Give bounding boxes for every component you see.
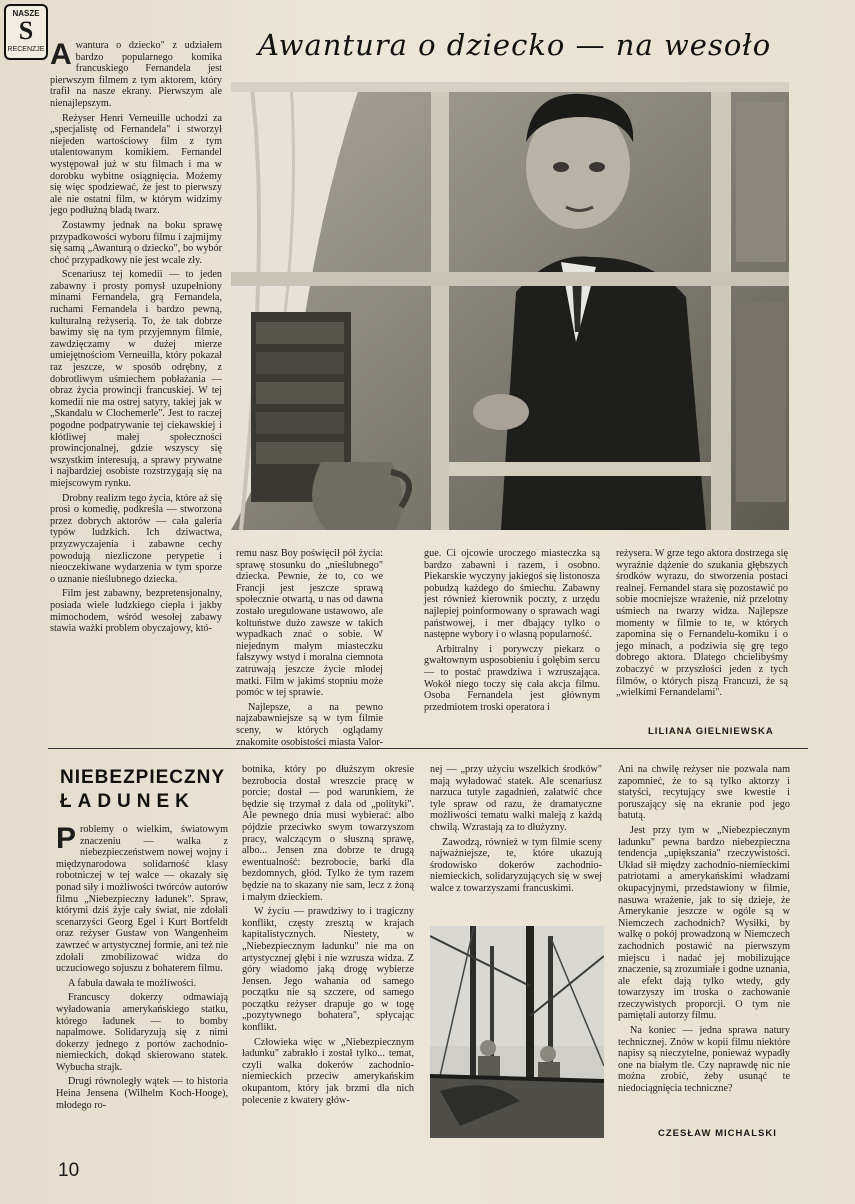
article1-paragraph: remu nasz Boy poświęcił pół życia: sprawę stosunku do „nieślubnego" dziecka. Pewnie, że to, co we Francji jest jeszcze sprawą społecznie otwartą, u nas od dawna zostało uregulowane ustawowo, ale koltuństwe dużo zawsze w takich wypadkach znać o sobie. W niejednym małym miasteczku fałszywy wstyd i moralna ciemnota zatruwają jeszcze życie młodej matki. Film w jakimś stopniu może pomóc w tej sprawie. <box>236 548 383 699</box>
article1-col3 <box>424 548 600 713</box>
article2-title-line1: NIEBEZPIECZNY <box>60 767 226 788</box>
article2-paragraph: A fabuła dawała te możliwości. <box>68 977 197 989</box>
article2-title-line2: ŁADUNEK <box>60 791 195 812</box>
article2-paragraph: Na koniec — jedna sprawa natury technicznej. Znów w kopii filmu niektóre napisy są nieczytelne, ponieważ wypadły one na białym tle. Czy naprawdę nic nie można zrobić, żeby usunąć te niedociągnięcia techniczne? <box>618 1025 790 1095</box>
ship-crane-photo <box>430 926 604 1138</box>
article1-paragraph: Reżyser Henri Verneuille uchodzi za „specjalistę od Fernandela" i stworzył niejeden wartościowy film z tym utalentowanym komikiem. Fernandel występował już w stu filmach i ma w dorobku wybitne osiągnięcia. Możemy się więc spodziewać, że jest to pierwszy ale nie ostatni film, w którym widzimy jego podłużną bladą twarz. <box>50 112 222 217</box>
logo-mid: S <box>18 16 34 45</box>
article2-col4 <box>618 764 790 1095</box>
article1-paragraph: Scenariusz tej komedii — to jeden zabawny i prosty pomysł uzupełniony minami Fernandela, grą Fernandela, ruchami Fernandela i bardzo pewną, kulturalną reżyserią. To, że tak dobrze bawimy się na tym przyjemnym filmie, zawdzięczamy w dużej mierze umiejętnościom Verneuilla, który pokazał raz jeszcze, w sposób odrębny, z dobrotliwym uśmiechem pobłażania — obraz życia prowincji francuskiej. W tej komedii nie ma ostrej satyry, takiej jak w „Skandalu w Clochemerle". Jest to raczej pogodne podpatrywanie tej ciekawskiej i kłótliwej małej społeczności prowincjonalnej, gdzie wszyscy się wszystkim interesują, a sprawy prywatne i najbardziej osobiste rozstrzygają się na miejscowym rynku. <box>50 269 222 489</box>
article2-lead <box>56 824 228 975</box>
page-number: 10 <box>58 1160 80 1181</box>
article2-lead-text: roblemy o wielkim, światowym znaczeniu — walka z niebezpieczeństwem nowej wojny i międzynarodowa solidarność klasy robotniczej w tej walce — okazały się ponad siły i możliwości twórców autorów filmu „Niebezpieczny ładunek". Spraw, którymi dziś żyje cały świat, nie zdołali scenarzyści Georg Egel i Kurt Bortfeldt oraz reżyser Gustaw von Wangenheim zawrzeć w artystycznej formie, ani też nie zdołali zmobilizować widza do uczuciowego sojuszu z bohaterem filmu. <box>56 824 228 975</box>
article1-lead-text: wantura o dziecko" z udziałem bardzo popularnego komika francuskiego Fernandela jest pierwszym filmem z tym aktorem, który trafił na nasze ekrany. Pierwszym ale nienajlepszym. <box>50 40 222 109</box>
article1-lead <box>50 40 222 110</box>
logo-bottom: RECENZJE <box>7 46 45 53</box>
article2-paragraph: botnika, który po dłuższym okresie bezrobocia dostał wreszcie pracę w porcie; dostał — pod warunkiem, że będzie się trzymał z dala od „polityki". Ale pewnego dnia musi wybierać: albo pójdzie przeciwko swym towarzyszom pracy, walczącym o słuszną sprawę, albo... Jensen zna dobrze te drugą ewentualność: bezrobocie, barki dla bezdomnych, głód. Tylko że tym razem będzie na to skazany nie sam, lecz z żoną i małym dzieckiem. <box>242 764 414 903</box>
article1-paragraph: Drobny realizm tego życia, które aż się prosi o komedię, podkreśla — stworzona przez dobrych aktorów — cała galeria typów ludzkich. Ich dziwactwa, przyzwyczajenia i zabawne cechy powodują niezliczone perypetie i nieoczekiwane wydarzenia w tym sporze o uznanie nieślubnego dziecka. <box>50 492 222 585</box>
article2-paragraph: Drugi równoległy wątek — to historia Heina Jensena (Wilhelm Koch-Hooge), młodego ro- <box>56 1076 228 1111</box>
article2-dropcap: P <box>56 822 77 855</box>
article2-paragraph: Jest przy tym w „Niebezpiecznym ładunku" pewna bardzo niebezpieczna tendencja „upiększania" rzeczywistości. Układ sił między zachodnio-niemieckimi patriotami a amerykańskimi władzami okupacyjnymi, przedstawiony w filmie, nasuwa wrażenie, jak to się dzieje, że Amerykanie jeszcze w ogóle są w Niemczech zachodnich? Wysiłki, by walkę o pokój prowadzoną w Niemczech zachodnich postawić na pierwszym miejscu i nadać jej mobilizujące znaczenie, są zrozumiałe i godne uznania, ale efekt dają tylko wtedy, gdy towarzyszy im troska o zachowanie rzeczywistych proporcji. O tym nie pamiętali autorzy filmu. <box>618 824 790 1022</box>
ship-crane-illustration <box>430 926 604 1138</box>
article1-col4 <box>616 548 788 699</box>
article1-paragraph: Film jest zabawny, bezpretensjonalny, posiada wiele ludzkiego ciepła i jakby mimochodem, wśród wesołej zabawy stawia ważki problem obyczajowy, któ- <box>50 588 222 635</box>
article2-col1 <box>56 824 228 1111</box>
article1-paragraph: gue. Ci ojcowie uroczego miasteczka są bardzo zabawni i razem, i osobno. Piekarskie wyczyny jakiegoś się listonosza pobudzą każdego do śmiechu. Zabawny jest również kierownik poczty, z urzędu najlepiej poinformowany o sprawach wagi państwowej, i mer dbający tylko o następne wybory i o własną popularność. <box>424 548 600 641</box>
article1-col1 <box>50 40 222 635</box>
article2-paragraph: W życiu — prawdziwy to i tragiczny konflikt, częsty zresztą w krajach kapitalistycznych. Niestety, w „Niebezpiecznym ładunku" nie ma on artystycznej głębi i nie wzrusza widza. Z góry wiadomo jaką drogę wybierze Jensen. Jego wahania od samego początku nie są szczere, od samego początku reżyser drapuje go w togę „pozytywnego bohatera", spłycając konflikt. <box>242 906 414 1034</box>
section-logo <box>4 4 48 60</box>
article1-dropcap: A <box>50 38 72 71</box>
logo-top: NASZE <box>12 9 40 18</box>
article2-title <box>60 766 230 814</box>
film-still-illustration <box>231 82 789 530</box>
article2-paragraph: Zawodzą, również w tym filmie sceny najważniejsze, te, które ukazują środowisko dokerów zachodnio-niemieckich, solidaryzujących się w swej walce z towarzyszami francuskimi. <box>430 836 602 894</box>
article2-paragraph: Ani na chwilę reżyser nie pozwala nam zapomnieć, że to są tylko aktorzy i statyści, recytujący swe kwestie i poruszający się na ekranie pod jego batutą. <box>618 764 790 822</box>
section-divider <box>48 748 808 749</box>
article1-col2 <box>236 548 383 748</box>
article1-paragraph: Najlepsze, a na pewno najzabawniejsze są w tym filmie sceny, w których oglądamy znakomite osobistości miasta Valor- <box>236 701 384 748</box>
article1-title: Awantura o dziecko — na wesoło <box>258 28 772 62</box>
film-still-photo <box>231 82 789 530</box>
article1-paragraph: reżysera. W grze tego aktora dostrzega się wyraźnie dążenie do szukania głębszych środków wyrazu, do stworzenia postaci realnej. Fernandel stara się pozostawić po sobie mocniejsze wrażenie, niż przelotny uśmiech na twarzy widza. Najlepsze momenty w filmie to te, w których zapomina się o Fernandelu-komiku i o jego minach, a podziwia się grę tego dobrego aktora. Dlatego chcielibyśmy zobaczyć w przyszłości jeden z tych filmów, o których piszą Francuzi, że są „wielkimi Fernandelami". <box>616 548 788 699</box>
article2-paragraph: Francuscy dokerzy odmawiają wyładowania amerykańskiego statku, którego ładunek — to bomby napalmowe. Solidaryzują się z nimi dokerzy jednego z portów zachodnio-niemieckich, dokąd skierowano statek. Wybucha strajk. <box>56 992 228 1073</box>
article1-paragraph: Zostawmy jednak na boku sprawę przypadkowości wyboru filmu i zajmijmy się samą „Awanturą o dziecko", bo wybór choć przypadkowy nie jest wcale zły. <box>50 219 222 266</box>
article2-paragraph: Człowieka więc w „Niebezpiecznym ładunku" zabrakło i został tylko... temat, czyli walka dokerów zachodnio-niemieckich przeciw amerykańskim okupantom, który jak brzmi dla nich polecenie z kwatery głów- <box>242 1036 414 1106</box>
article2-col2 <box>242 764 414 1106</box>
article1-paragraph: Arbitralny i porywczy piekarz o gwałtownym usposobieniu i gołębim sercu — to postać prawdziwa i wzruszająca. Wokół niego toczy się cała akcja filmu. Osoba Fernandela jest głównym przedmiotem troski operatora i <box>424 643 600 713</box>
article2-paragraph: nej — „przy użyciu wszelkich środków" mają wyładować statek. Ale scenariusz narzuca tutyle zagadnień, załatwić chce tyle spraw od razu, że dramatyczne możliwości tematu walki maleją z każdą chwilą. Wzrastają za to dłużyzny. <box>430 764 602 833</box>
article1-author: LILIANA GIELNIEWSKA <box>648 726 774 737</box>
article2-author: CZESŁAW MICHALSKI <box>658 1128 777 1139</box>
article2-col3 <box>430 764 602 895</box>
